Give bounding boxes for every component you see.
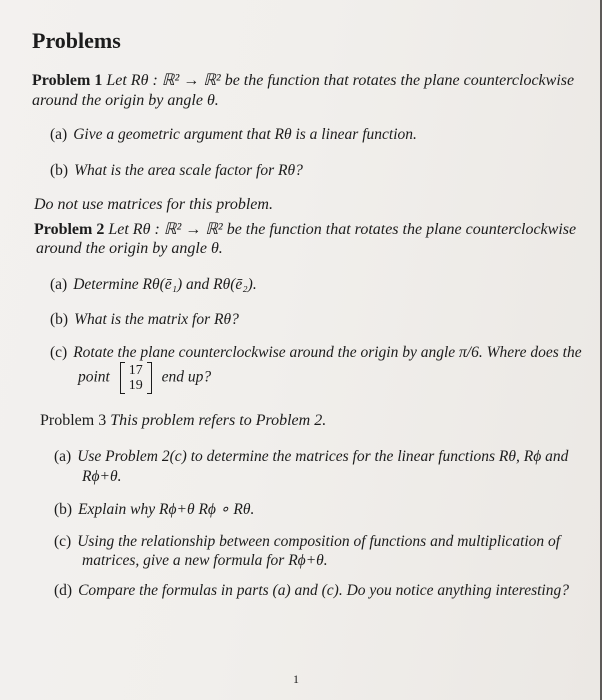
problem-2-line-2: around the origin by angle θ.: [36, 240, 223, 257]
problem-2-part-c-line-2: [78, 362, 211, 394]
problem-2-part-b: [50, 311, 239, 329]
problem-2-label: Problem 2: [34, 221, 105, 238]
part-label: (a): [50, 126, 68, 143]
part-text: Using the relationship between composition of functions and multiplication of: [77, 533, 561, 550]
page-number: 1: [293, 672, 299, 686]
problem-3-part-b: [54, 500, 254, 519]
problem-1-part-b: [50, 162, 303, 180]
no-matrices-note: Do not use matrices for this problem.: [34, 196, 273, 213]
problem-1-line-2: around the origin by angle θ.: [32, 92, 219, 109]
vector-top: 17: [128, 363, 143, 378]
part-label: (c): [54, 533, 72, 550]
problem-1-label: Problem 1: [32, 72, 103, 89]
part-text: What is the area scale factor for Rθ?: [74, 162, 303, 179]
part-label: (b): [50, 162, 69, 179]
problem-3-label: Problem 3: [40, 412, 107, 429]
part-label: (c): [50, 344, 68, 361]
part-text: Give a geometric argument that Rθ is a linear function.: [73, 126, 417, 143]
problem-2-part-a: [50, 276, 257, 294]
part-label: (a): [54, 448, 72, 465]
problem-2-part-c: [50, 344, 582, 362]
part-text: Use Problem 2(c) to determine the matrices for the linear functions Rθ, Rϕ and: [77, 448, 569, 465]
column-vector: [120, 362, 152, 394]
problem-3-part-a: [54, 448, 568, 466]
problem-1-part-a: [50, 126, 417, 144]
part-text: Explain why Rϕ+θ Rϕ ∘ Rθ.: [78, 501, 255, 518]
part-text: Determine Rθ(ē₁) and Rθ(ē₂).: [73, 276, 257, 293]
problem-3-part-c: [54, 533, 560, 551]
problem-3-line-1: This problem refers to Problem 2.: [110, 412, 327, 429]
problem-2-statement: [34, 219, 576, 239]
left-bracket: [120, 362, 125, 394]
page-title: Problems: [32, 28, 121, 53]
part-label: (b): [54, 501, 73, 518]
part-label: (b): [50, 311, 69, 328]
problem-1-line-1: Let Rθ : ℝ² → ℝ² be the function that rotates the plane counterclockwise: [106, 72, 575, 89]
right-bracket: [147, 362, 152, 394]
part-text: Compare the formulas in parts (a) and (c). Do you notice anything interesting?: [78, 582, 569, 599]
end-up-text: end up?: [161, 368, 212, 386]
point-word: point: [78, 368, 110, 386]
part-label: (a): [50, 276, 68, 293]
part-text: Rotate the plane counterclockwise around the origin by angle π/6. Where does the: [73, 344, 582, 361]
problem-3-part-c-line-2: matrices, give a new formula for Rϕ+θ.: [82, 552, 328, 569]
problem-2-line-1: Let Rθ : ℝ² → ℝ² be the function that rotates the plane counterclockwise: [108, 221, 577, 238]
part-label: (d): [54, 582, 73, 599]
problem-1-statement: [32, 70, 574, 90]
vector-bottom: 19: [128, 378, 143, 393]
problem-3-part-a-line-2: Rϕ+θ.: [82, 468, 122, 485]
part-text: What is the matrix for Rθ?: [74, 311, 239, 328]
problem-3-statement: [40, 412, 326, 430]
problem-3-part-d: [54, 582, 569, 600]
